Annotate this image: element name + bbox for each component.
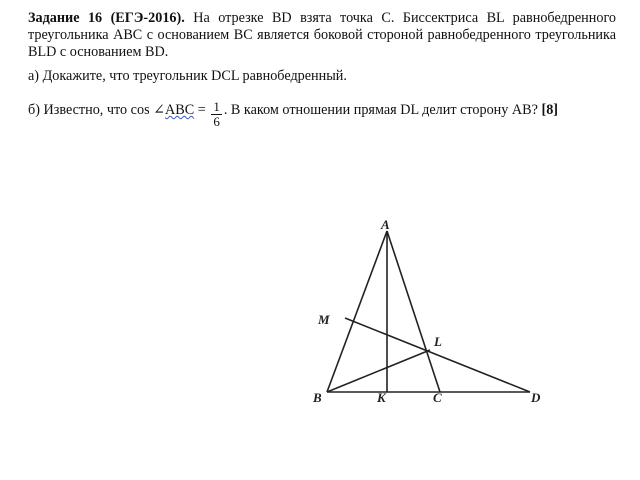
segment-ac [387, 231, 440, 392]
label-d: D [531, 390, 541, 405]
problem-title: Задание 16 (ЕГЭ-2016). [28, 10, 185, 26]
score: [8] [537, 101, 559, 118]
problem-text: На отрезке BD взята точка C. Биссектриса BL равнобедренного треугольника ABC с основанием BC является боковой стороной равнобедренного треугольника BLD с основанием BD. [28, 10, 616, 60]
fraction-denominator: 6 [213, 114, 220, 129]
label-k: K [377, 390, 386, 405]
part-b-before: б) Известно, что cos ∠ [28, 101, 166, 118]
fraction-numerator: 1 [213, 99, 220, 114]
part-b-after: . В каком отношении прямая DL делит сторону AB? [223, 101, 538, 118]
label-m: M [318, 312, 330, 327]
bisector-bl [327, 350, 430, 392]
part-a: а) Докажите, что треугольник DCL равнобедренный. [28, 68, 347, 84]
line-md [345, 318, 530, 392]
part-b-angle: ABC [165, 101, 195, 118]
figure-lines [327, 231, 530, 392]
label-l: L [434, 334, 442, 349]
label-c: C [433, 390, 442, 405]
label-b: B [313, 390, 322, 405]
label-a: A [381, 217, 390, 232]
part-b-eq: = [194, 101, 210, 118]
segment-ab [327, 231, 387, 392]
